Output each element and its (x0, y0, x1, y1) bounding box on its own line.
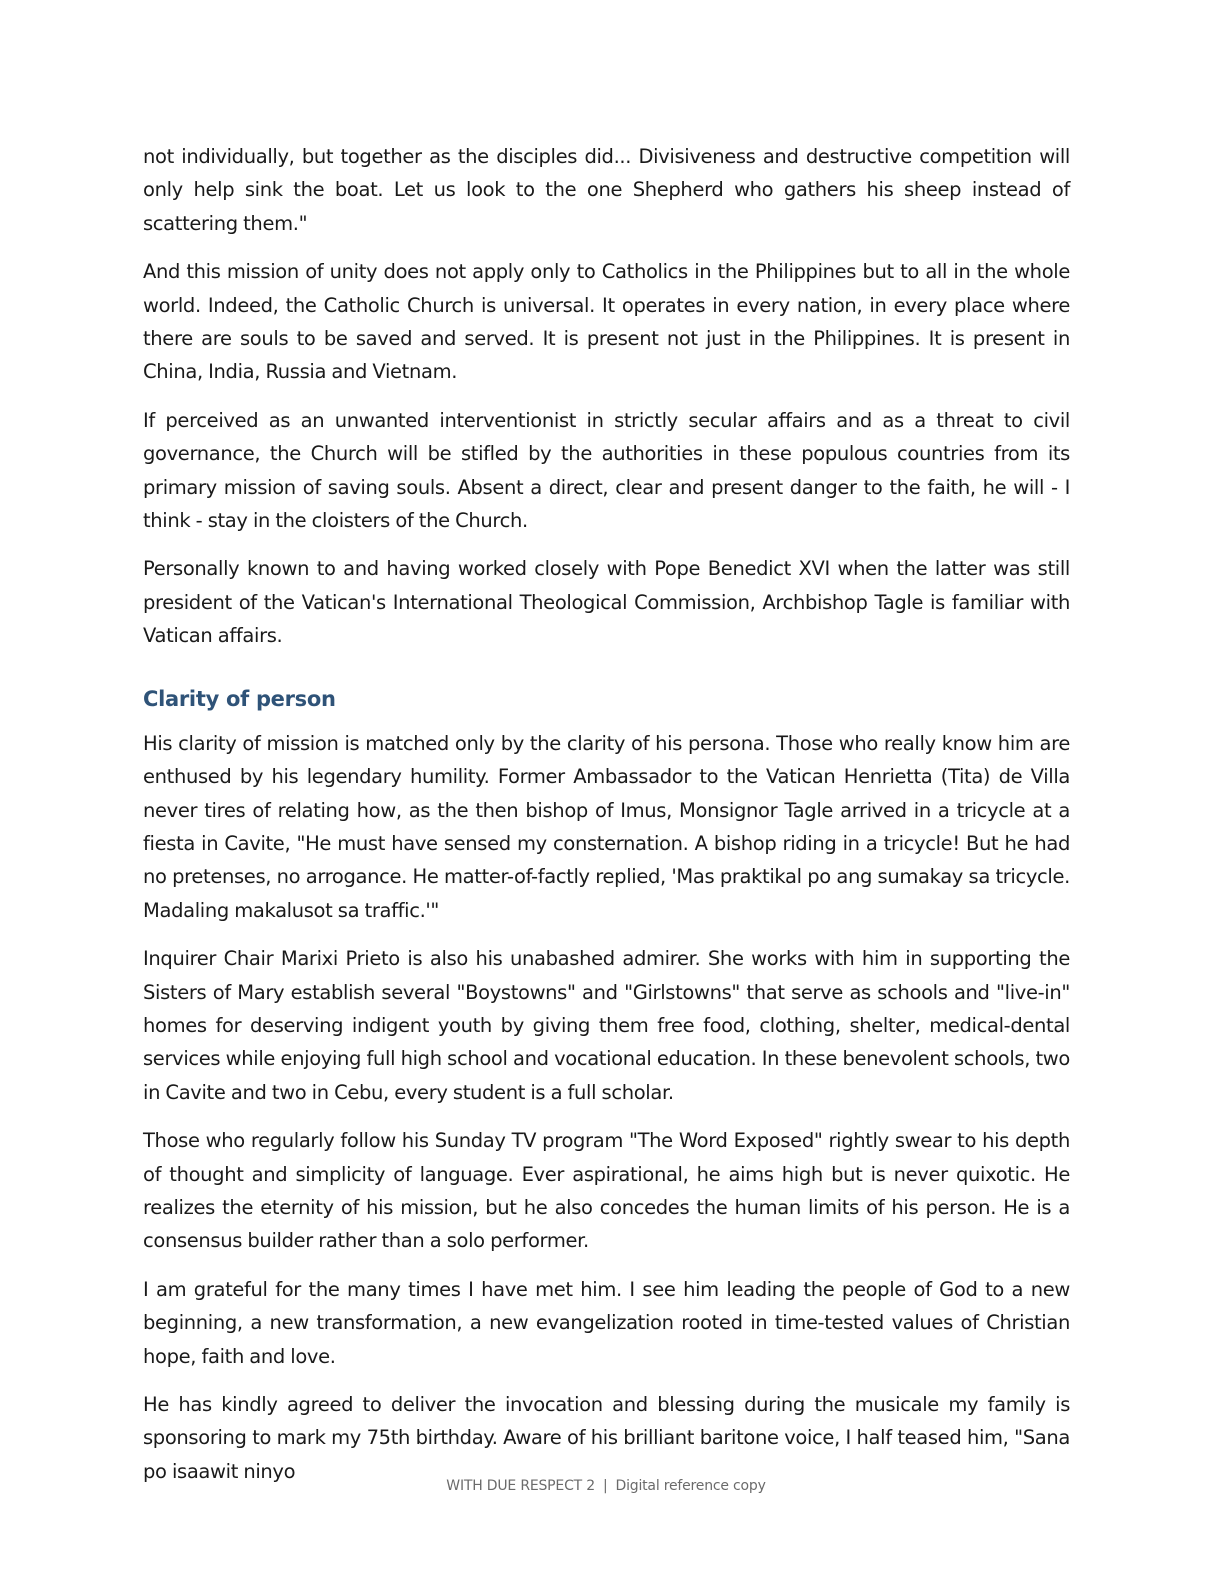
section-heading: Clarity of person (143, 686, 336, 711)
footer-separator: | (602, 1478, 608, 1494)
body-paragraph: And this mission of unity does not apply only to Catholics in the Philippines but to all in the whole world. Indeed, the Catholic Church is universal. It operates in every nation, in every place where there are souls to be saved and served. It is present not just in the Philippines. It is present in China, India, Russia and Vietnam. (143, 260, 1070, 384)
body-paragraph: He has kindly agreed to deliver the invocation and blessing during the musicale my family is sponsoring to mark my 75th birthday. Aware of his brilliant baritone voice, I half teased him, "Sana po isaawit ninyo (143, 1393, 1070, 1483)
footer-book-title: WITH DUE RESPECT 2 (446, 1478, 595, 1494)
footer-note: Digital reference copy (615, 1478, 766, 1494)
document-page (143, 140, 1070, 1503)
body-paragraph: If perceived as an unwanted interventionist in strictly secular affairs and as a threat to civil governance, the Church will be stifled by the authorities in these populous countries from its primary mission of saving souls. Absent a direct, clear and present danger to the faith, he will - I think - stay in the cloisters of the Church. (143, 408, 1070, 533)
body-paragraph: His clarity of mission is matched only by the clarity of his persona. Those who really know him are enthused by his legendary humility. Former Ambassador to the Vatican Henrietta (Tita) de Villa never tires of relating how, as the then bishop of Imus, Monsignor Tagle arrived in a tricycle at a fiesta in Cavite, "He must have sensed my consternation. A bishop riding in a tricycle! But he had no pretenses, no arrogance. He matter-of-factly replied, 'Mas praktikal po ang sumakay sa tricycle. Madaling makalusot sa traffic.'" (143, 731, 1070, 922)
page-footer (0, 1478, 1212, 1494)
body-paragraph: Inquirer Chair Marixi Prieto is also his unabashed admirer. She works with him in supporting the Sisters of Mary establish several "Boystowns" and "Girlstowns" that serve as schools and "live-in" homes for deserving indigent youth by giving them free food, clothing, shelter, medical-dental services while enjoying full high school and vocational education. In these benevolent schools, two in Cavite and two in Cebu, every student is a full scholar. (143, 947, 1070, 1104)
body-paragraph: not individually, but together as the disciples did... Divisiveness and destructive competition will only help sink the boat. Let us look to the one Shepherd who gathers his sheep instead of scattering them." (143, 145, 1070, 235)
body-paragraph: Personally known to and having worked closely with Pope Benedict XVI when the latter was still president of the Vatican's International Theological Commission, Archbishop Tagle is familiar with Vatican affairs. (143, 557, 1070, 648)
body-paragraph: Those who regularly follow his Sunday TV program "The Word Exposed" rightly swear to his depth of thought and simplicity of language. Ever aspirational, he aims high but is never quixotic. He realizes the eternity of his mission, but he also concedes the human limits of his person. He is a consensus builder rather than a solo performer. (143, 1129, 1070, 1253)
body-paragraph: I am grateful for the many times I have met him. I see him leading the people of God to a new beginning, a new transformation, a new evangelization rooted in time-tested values of Christian hope, faith and love. (143, 1277, 1070, 1368)
